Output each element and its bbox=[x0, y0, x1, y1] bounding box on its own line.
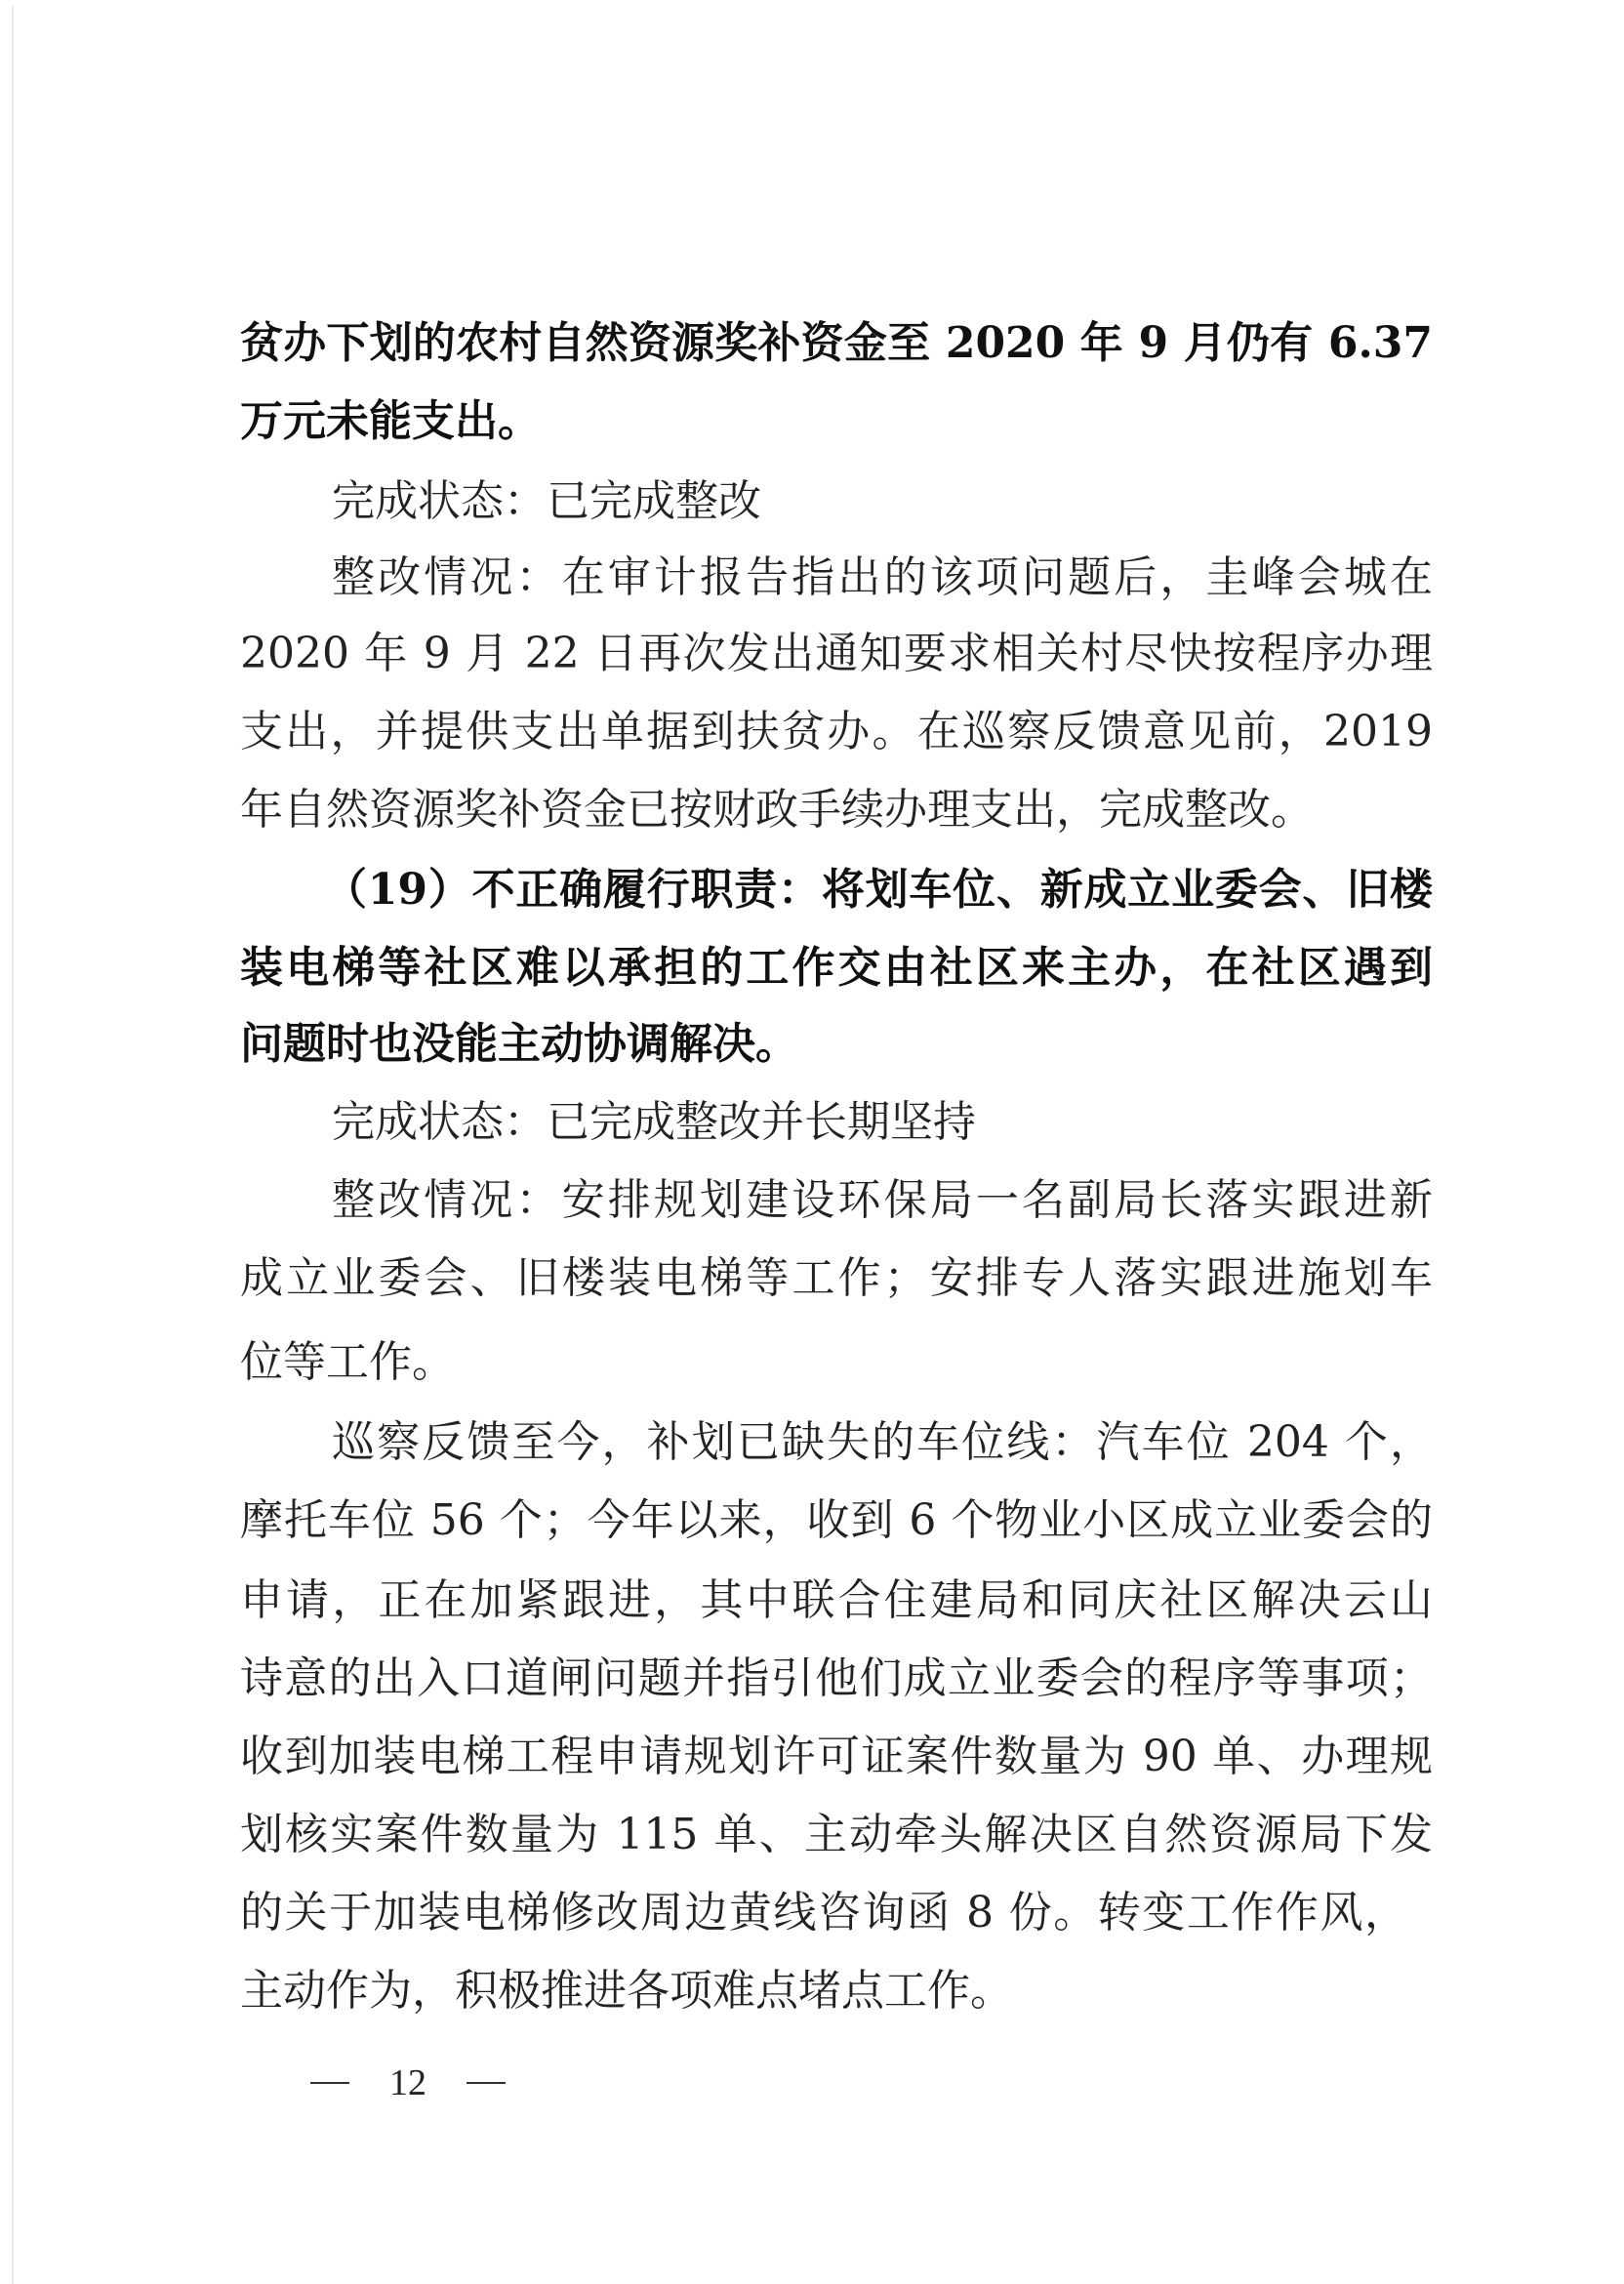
completion-status: 完成状态：已完成整改并长期坚持 bbox=[332, 1097, 976, 1147]
rectification-line: 支出，并提供支出单据到扶贫办。在巡察反馈意见前，2019 bbox=[240, 707, 1433, 756]
progress-line: 划核实案件数量为 115 单、主动牵头解决区自然资源局下发 bbox=[240, 1810, 1433, 1859]
issue-heading-19: （19）不正确履行职责：将划车位、新成立业委会、旧楼 bbox=[324, 865, 1433, 915]
rectification-line: 成立业委会、旧楼装电梯等工作；安排专人落实跟进施划车 bbox=[240, 1253, 1433, 1303]
progress-line: 摩托车位 56 个；今年以来，收到 6 个物业小区成立业委会的 bbox=[240, 1495, 1433, 1545]
page-number-footer bbox=[310, 2054, 506, 2112]
completion-status: 完成状态：已完成整改 bbox=[332, 476, 761, 526]
dash-left-icon bbox=[310, 2082, 349, 2084]
progress-line: 收到加装电梯工程申请规划许可证案件数量为 90 单、办理规 bbox=[240, 1732, 1433, 1781]
progress-line: 主动作为，积极推进各项难点堵点工作。 bbox=[240, 1966, 1013, 2016]
issue-line: 问题时也没能主动协调解决。 bbox=[240, 1019, 798, 1069]
progress-line: 申请，正在加紧跟进，其中联合住建局和同庆社区解决云山 bbox=[240, 1575, 1433, 1625]
issue-line: 装电梯等社区难以承担的工作交由社区来主办，在社区遇到 bbox=[240, 943, 1433, 993]
paragraph-line: 万元未能支出。 bbox=[240, 396, 541, 446]
rectification-line: 整改情况：安排规划建设环保局一名副局长落实跟进新 bbox=[332, 1175, 1433, 1225]
progress-line: 的关于加装电梯修改周边黄线咨询函 8 份。转变工作作风， bbox=[240, 1888, 1407, 1937]
dash-right-icon bbox=[467, 2082, 506, 2084]
progress-line: 诗意的出入口道闸问题并指引他们成立业委会的程序等事项； bbox=[240, 1653, 1433, 1703]
page-number: 12 bbox=[389, 2062, 426, 2103]
progress-line: 巡察反馈至今，补划已缺失的车位线：汽车位 204 个， bbox=[332, 1417, 1433, 1467]
rectification-line: 整改情况：在审计报告指出的该项问题后，圭峰会城在 bbox=[332, 552, 1433, 602]
rectification-line: 2020 年 9 月 22 日再次发出通知要求相关村尽快按程序办理 bbox=[240, 629, 1433, 678]
rectification-line: 年自然资源奖补资金已按财政手续办理支出，完成整改。 bbox=[240, 785, 1314, 835]
paragraph-line: 贫办下划的农村自然资源奖补资金至 2020 年 9 月仍有 6.37 bbox=[240, 318, 1433, 368]
rectification-line: 位等工作。 bbox=[240, 1337, 455, 1387]
